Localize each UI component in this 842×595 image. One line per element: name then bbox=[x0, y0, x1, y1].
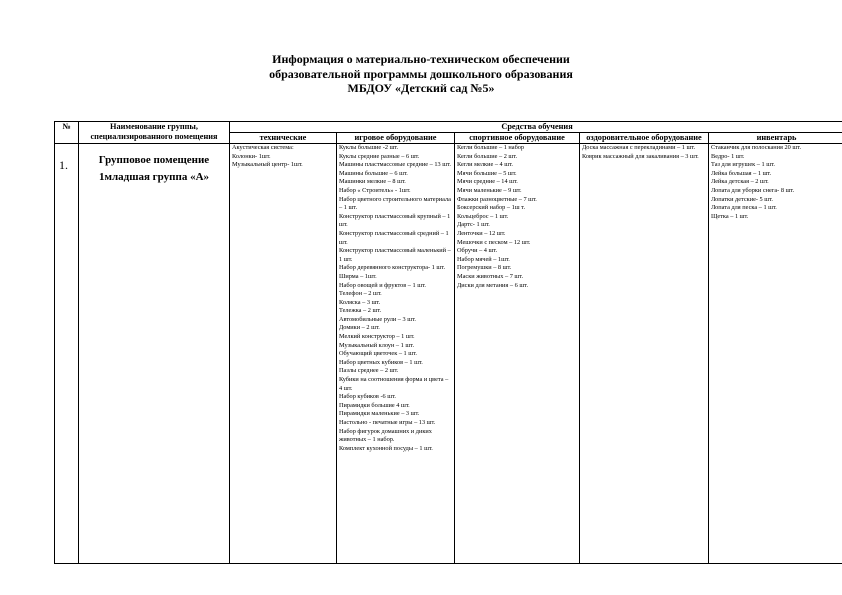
header-inventory: инвентарь bbox=[709, 133, 842, 144]
list-item: Набор кубиков -6 шт. bbox=[339, 393, 396, 401]
document-title bbox=[0, 52, 842, 96]
header-technical: технические bbox=[230, 133, 337, 144]
table-row bbox=[55, 144, 842, 564]
header-row-1 bbox=[55, 122, 842, 133]
list-item: Куклы средние разные – 6 шт. bbox=[339, 152, 420, 160]
header-means: Средства обучения bbox=[230, 122, 842, 133]
list-item: Колонки- 1шт. bbox=[232, 152, 271, 160]
list-item: Набор цветного строительного материала – 1 шт. bbox=[339, 195, 451, 212]
title-line-2: образовательной программы дошкольного образования bbox=[269, 66, 573, 81]
list-item: Мячи средние – 14 шт. bbox=[457, 178, 518, 186]
list-item: Обучающий цветочек – 1 шт. bbox=[339, 350, 417, 358]
header-play: игровое оборудование bbox=[337, 133, 455, 144]
list-item: Акустическая система: bbox=[232, 144, 294, 151]
list-item: Набор « Строитель» - 1шт. bbox=[339, 186, 411, 194]
list-item: Погремушки – 8 шт. bbox=[457, 264, 512, 272]
list-item: Музыкальный клоун – 1 шт. bbox=[339, 341, 415, 349]
list-item: Стаканчик для полоскания 20 шт. bbox=[711, 144, 802, 151]
list-item: Кольцеброс – 1 шт. bbox=[457, 212, 509, 220]
list-item: Куклы большие -2 шт. bbox=[339, 144, 399, 151]
list-item: Конструктор пластмассовый средний – 1 шт. bbox=[339, 229, 449, 246]
header-group: Наименование группы, специализированного помещения bbox=[79, 122, 230, 144]
list-item: Коляска – 3 шт. bbox=[339, 298, 381, 306]
list-item: Тележка – 2 шт. bbox=[339, 307, 382, 315]
list-item: Боксерский набор – 1ш т. bbox=[457, 204, 526, 212]
list-item: Диски для метания – 6 шт. bbox=[457, 281, 529, 289]
list-item: Ленточки – 12 шт. bbox=[457, 229, 506, 237]
list-item: Мячи большие – 5 шт. bbox=[457, 169, 517, 177]
list-item: Таз для игрушек – 1 шт. bbox=[711, 161, 775, 169]
list-item: Лейка детская – 2 шт. bbox=[711, 178, 769, 186]
list-item: Машины большие – 6 шт. bbox=[339, 169, 408, 177]
list-item: Машинки мелкие – 8 шт. bbox=[339, 178, 406, 186]
list-item: Обручи – 4 шт. bbox=[457, 247, 498, 255]
equipment-table bbox=[54, 121, 842, 564]
list-item: Набор фигурок домашних и диких животных – 1 набор. bbox=[339, 427, 432, 444]
list-item: Набор мячей – 1шт. bbox=[457, 255, 510, 263]
list-item: Комплект кухонной посуды – 1 шт. bbox=[339, 444, 433, 452]
list-item: Лейка большая – 1 шт. bbox=[711, 169, 772, 177]
list-item: Пирамидки маленькие – 3 шт. bbox=[339, 410, 420, 418]
list-item: Кегли большие – 1 набор bbox=[457, 144, 525, 151]
header-sport: спортивное оборудование bbox=[455, 133, 580, 144]
list-item: Телефон – 2 шт. bbox=[339, 290, 382, 298]
header-health: оздоровительное оборудование bbox=[580, 133, 709, 144]
play-list bbox=[337, 144, 455, 564]
list-item: Ведро- 1 шт. bbox=[711, 152, 745, 160]
list-item: Настольно - печатные игры – 13 шт. bbox=[339, 419, 436, 426]
list-item: Машины пластмассовые средние – 13 шт. bbox=[339, 161, 451, 169]
list-item: Кубики на соотношения форма и цвета – 4 шт. bbox=[339, 376, 449, 392]
inventory-list bbox=[709, 144, 842, 564]
list-item: Конструктор пластмассовый маленький – 1 шт. bbox=[339, 247, 451, 263]
list-item: Кегли большие – 2 шт. bbox=[457, 152, 518, 160]
list-item: Конструктор пластмассовый крупный – 1 шт. bbox=[339, 212, 451, 229]
list-item: Пазлы среднее – 2 шт. bbox=[339, 367, 399, 375]
list-item: Лопата для песка – 1 шт. bbox=[711, 204, 777, 212]
list-item: Набор деревянного конструктора- 1 шт. bbox=[339, 264, 446, 272]
list-item: Набор овощей и фруктов – 1 шт. bbox=[339, 281, 426, 289]
header-num: № bbox=[55, 122, 79, 144]
list-item: Дартс- 1 шт. bbox=[457, 221, 490, 229]
row-number: 1. bbox=[55, 144, 79, 564]
list-item: Мячи маленькие – 9 шт. bbox=[457, 186, 522, 194]
list-item: Флажки разноцветные – 7 шт. bbox=[457, 195, 537, 203]
list-item: Щетка – 1 шт. bbox=[711, 212, 749, 220]
list-item: Ширма – 1шт. bbox=[339, 272, 377, 280]
list-item: Кегли мелкие – 4 шт. bbox=[457, 161, 513, 169]
list-item: Домики – 2 шт. bbox=[339, 324, 380, 332]
list-item: Лопата для уборки снега- 8 шт. bbox=[711, 186, 795, 194]
group-name: Групповое помещение 1младшая группа «А» bbox=[79, 144, 230, 564]
sport-list bbox=[455, 144, 580, 564]
title-line-3: МБДОУ «Детский сад №5» bbox=[347, 81, 495, 95]
list-item: Маски животных – 7 шт. bbox=[457, 272, 524, 280]
health-list bbox=[580, 144, 709, 564]
list-item: Набор цветных кубиков – 1 шт. bbox=[339, 358, 423, 366]
list-item: Мелкий конструктор – 1 шт. bbox=[339, 333, 415, 341]
list-item: Пирамидки большие 4 шт. bbox=[339, 401, 410, 409]
list-item: Доска массажная с перекладинами – 1 шт. bbox=[582, 144, 696, 151]
technical-list bbox=[230, 144, 337, 564]
list-item: Музыкальный центр- 1шт. bbox=[232, 161, 303, 169]
list-item: Автомобильные рули – 3 шт. bbox=[339, 315, 416, 323]
list-item: Мешочки с песком – 12 шт. bbox=[457, 238, 531, 246]
list-item: Лопатки детские- 5 шт. bbox=[711, 195, 773, 203]
list-item: Коврик массажный для закаливания – 3 шт. bbox=[582, 152, 699, 160]
title-line-1: Информация о материально-техническом обеспечении bbox=[272, 52, 570, 66]
